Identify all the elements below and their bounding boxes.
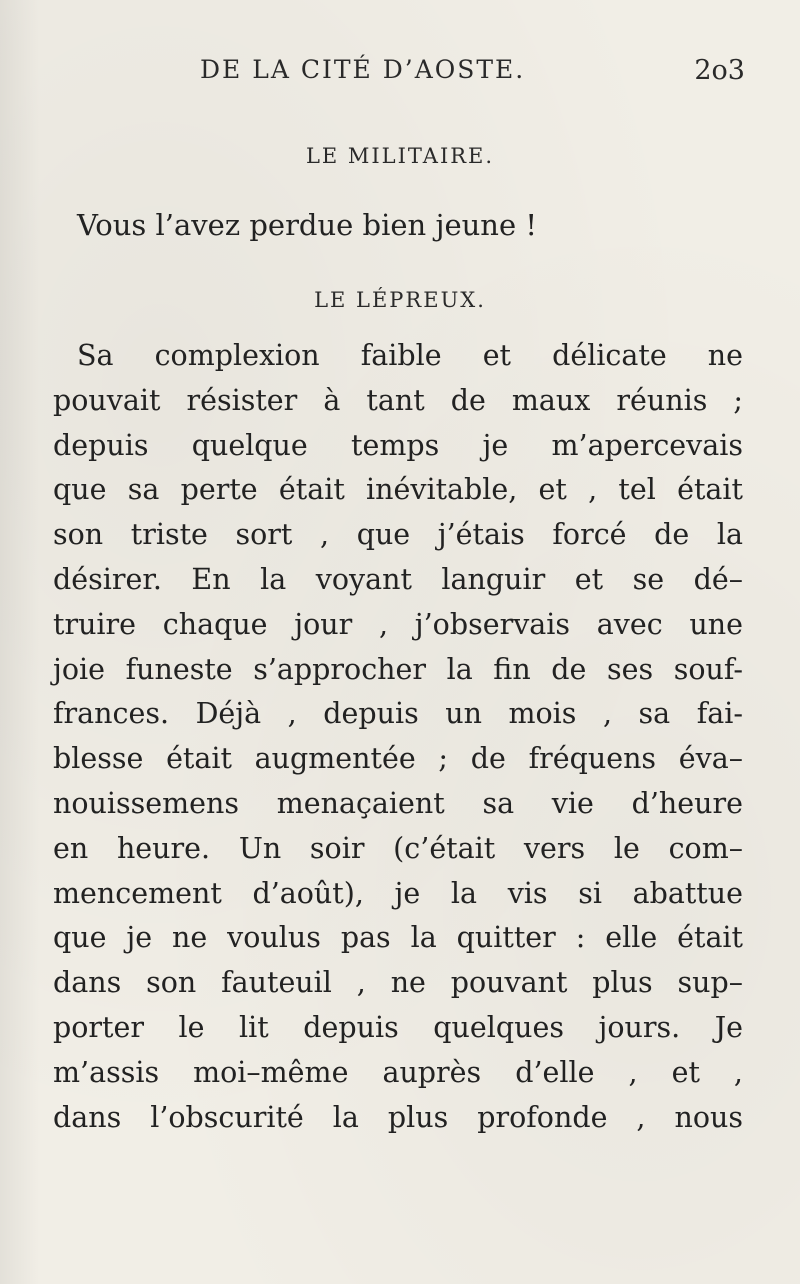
speaker-label-militaire: LE MILITAIRE. bbox=[305, 144, 495, 168]
text-line: son triste sort , que j’étais forcé de la bbox=[53, 518, 743, 552]
text-line: pouvait résister à tant de maux réunis ; bbox=[53, 383, 743, 417]
text-line: dans son fauteuil , ne pouvant plus sup– bbox=[53, 966, 743, 1000]
text-line: en heure. Un soir (c’était vers le com– bbox=[53, 831, 743, 865]
text-line: blesse était augmentée ; de fréquens éva– bbox=[53, 742, 743, 776]
text-line: dans l’obscurité la plus profonde , nous bbox=[53, 1100, 743, 1134]
text-line: porter le lit depuis quelques jours. Je bbox=[53, 1010, 743, 1044]
text-line: que sa perte était inévitable, et , tel était bbox=[53, 473, 743, 507]
speaker-label-lepreux: LE LÉPREUX. bbox=[314, 288, 486, 312]
text-line: désirer. En la voyant languir et se dé– bbox=[53, 562, 743, 596]
text-line: m’assis moi–même auprès d’elle , et , bbox=[53, 1055, 743, 1089]
page-number: 2o3 bbox=[694, 55, 745, 86]
text-line: mencement d’août), je la vis si abattue bbox=[53, 876, 743, 910]
running-head bbox=[200, 55, 745, 95]
text-line: depuis quelque temps je m’apercevais bbox=[53, 428, 743, 462]
running-title: DE LA CITÉ D’AOSTE. bbox=[200, 55, 526, 84]
text-line: truire chaque jour , j’observais avec une bbox=[53, 607, 743, 641]
speech-lepreux-paragraph bbox=[53, 334, 743, 1140]
text-line: joie funeste s’approcher la fin de ses souf- bbox=[53, 652, 743, 686]
text-line: Sa complexion faible et délicate ne bbox=[77, 339, 743, 372]
speech-militaire: Vous l’avez perdue bien jeune ! bbox=[77, 208, 537, 242]
text-line: que je ne voulus pas la quitter : elle était bbox=[53, 921, 743, 955]
text-line: nouissemens menaçaient sa vie d’heure bbox=[53, 786, 743, 820]
text-line: frances. Déjà , depuis un mois , sa fai- bbox=[53, 697, 743, 731]
